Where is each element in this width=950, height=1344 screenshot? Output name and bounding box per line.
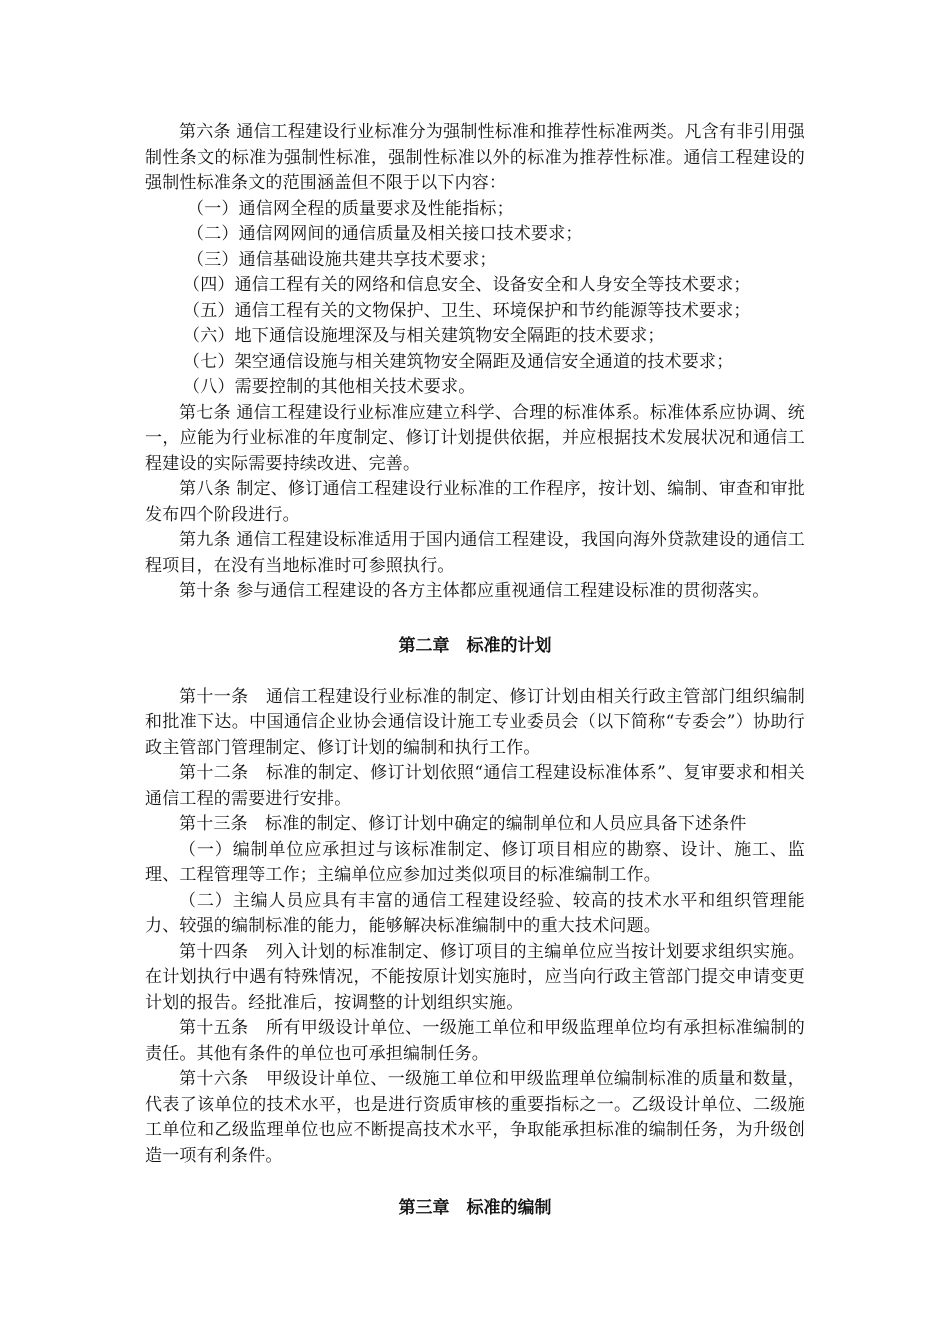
article-6-item-2: （二）通信网网间的通信质量及相关接口技术要求；	[187, 224, 583, 244]
article-9: 第九条 通信工程建设标准适用于国内通信工程建设，我国向海外贷款建设的通信工程项目，在没有当地标准时可参照执行。	[145, 530, 805, 576]
article-11: 第十一条 通信工程建设行业标准的制定、修订计划由相关行政主管部门组织编制和批准下达。中国通信企业协会通信设计施工专业委员会（以下简称“专委会”）协助行政主管部门管理制定、修订计划的编制和执行工作。	[145, 686, 805, 758]
article-14: 第十四条 列入计划的标准制定、修订项目的主编单位应当按计划要求组织实施。在计划执行中遇有特殊情况，不能按原计划实施时，应当向行政主管部门提交申请变更计划的报告。经批准后，按调整的计划组织实施。	[145, 941, 805, 1013]
article-6-item-6: （六）地下通信设施埋深及与相关建筑物安全隔距的技术要求；	[183, 326, 665, 346]
article-8: 第八条 制定、修订通信工程建设行业标准的工作程序，按计划、编制、审查和审批发布四个阶段进行。	[145, 479, 805, 525]
article-6-item-8: （八）需要控制的其他相关技术要求。	[183, 377, 476, 397]
article-6-item-4: （四）通信工程有关的网络和信息安全、设备安全和人身安全等技术要求；	[183, 275, 751, 295]
article-13: 第十三条 标准的制定、修订计划中确定的编制单位和人员应具备下述条件	[179, 814, 747, 834]
article-13-item-1: （一）编制单位应承担过与该标准制定、修订项目相应的勘察、设计、施工、监理、工程管理等工作；主编单位应参加过类似项目的标准编制工作。	[145, 839, 805, 885]
article-6-item-1: （一）通信网全程的质量要求及性能指标；	[187, 198, 514, 219]
article-16: 第十六条 甲级设计单位、一级施工单位和甲级监理单位编制标准的质量和数量，代表了该单位的技术水平，也是进行资质审核的重要指标之一。乙级设计单位、二级施工单位和乙级监理单位也应不断提高技术水平，争取能承担标准的编制任务，为升级创造一项有利条件。	[145, 1069, 805, 1166]
article-6-item-5: （五）通信工程有关的文物保护、卫生、环境保护和节约能源等技术要求；	[183, 300, 751, 321]
article-13-item-2: （二）主编人员应具有丰富的通信工程建设经验、较高的技术水平和组织管理能力、较强的编制标准的能力，能够解决标准编制中的重大技术问题。	[145, 890, 805, 936]
document-body	[145, 120, 805, 1221]
article-6-item-3: （三）通信基础设施共建共享技术要求；	[187, 249, 497, 270]
chapter-3-heading: 第三章 标准的编制	[398, 1198, 552, 1218]
article-6-item-7: （七）架空通信设施与相关建筑物安全隔距及通信安全通道的技术要求；	[183, 351, 734, 372]
article-7: 第七条 通信工程建设行业标准应建立科学、合理的标准体系。标准体系应协调、统一，应能为行业标准的年度制定、修订计划提供依据，并应根据技术发展状况和通信工程建设的实际需要持续改进、完善。	[145, 402, 805, 474]
chapter-2-heading: 第二章 标准的计划	[398, 635, 552, 656]
article-10: 第十条 参与通信工程建设的各方主体都应重视通信工程建设标准的贯彻落实。	[179, 581, 770, 601]
article-6: 第六条 通信工程建设行业标准分为强制性标准和推荐性标准两类。凡含有非引用强制性条文的标准为强制性标准，强制性标准以外的标准为推荐性标准。通信工程建设的强制性标准条文的范围涵盖但不限于以下内容：	[145, 122, 805, 193]
article-15: 第十五条 所有甲级设计单位、一级施工单位和甲级监理单位均有承担标准编制的责任。其他有条件的单位也可承担编制任务。	[145, 1018, 805, 1064]
article-12: 第十二条 标准的制定、修订计划依照“通信工程建设标准体系”、复审要求和相关通信工程的需要进行安排。	[145, 763, 805, 809]
